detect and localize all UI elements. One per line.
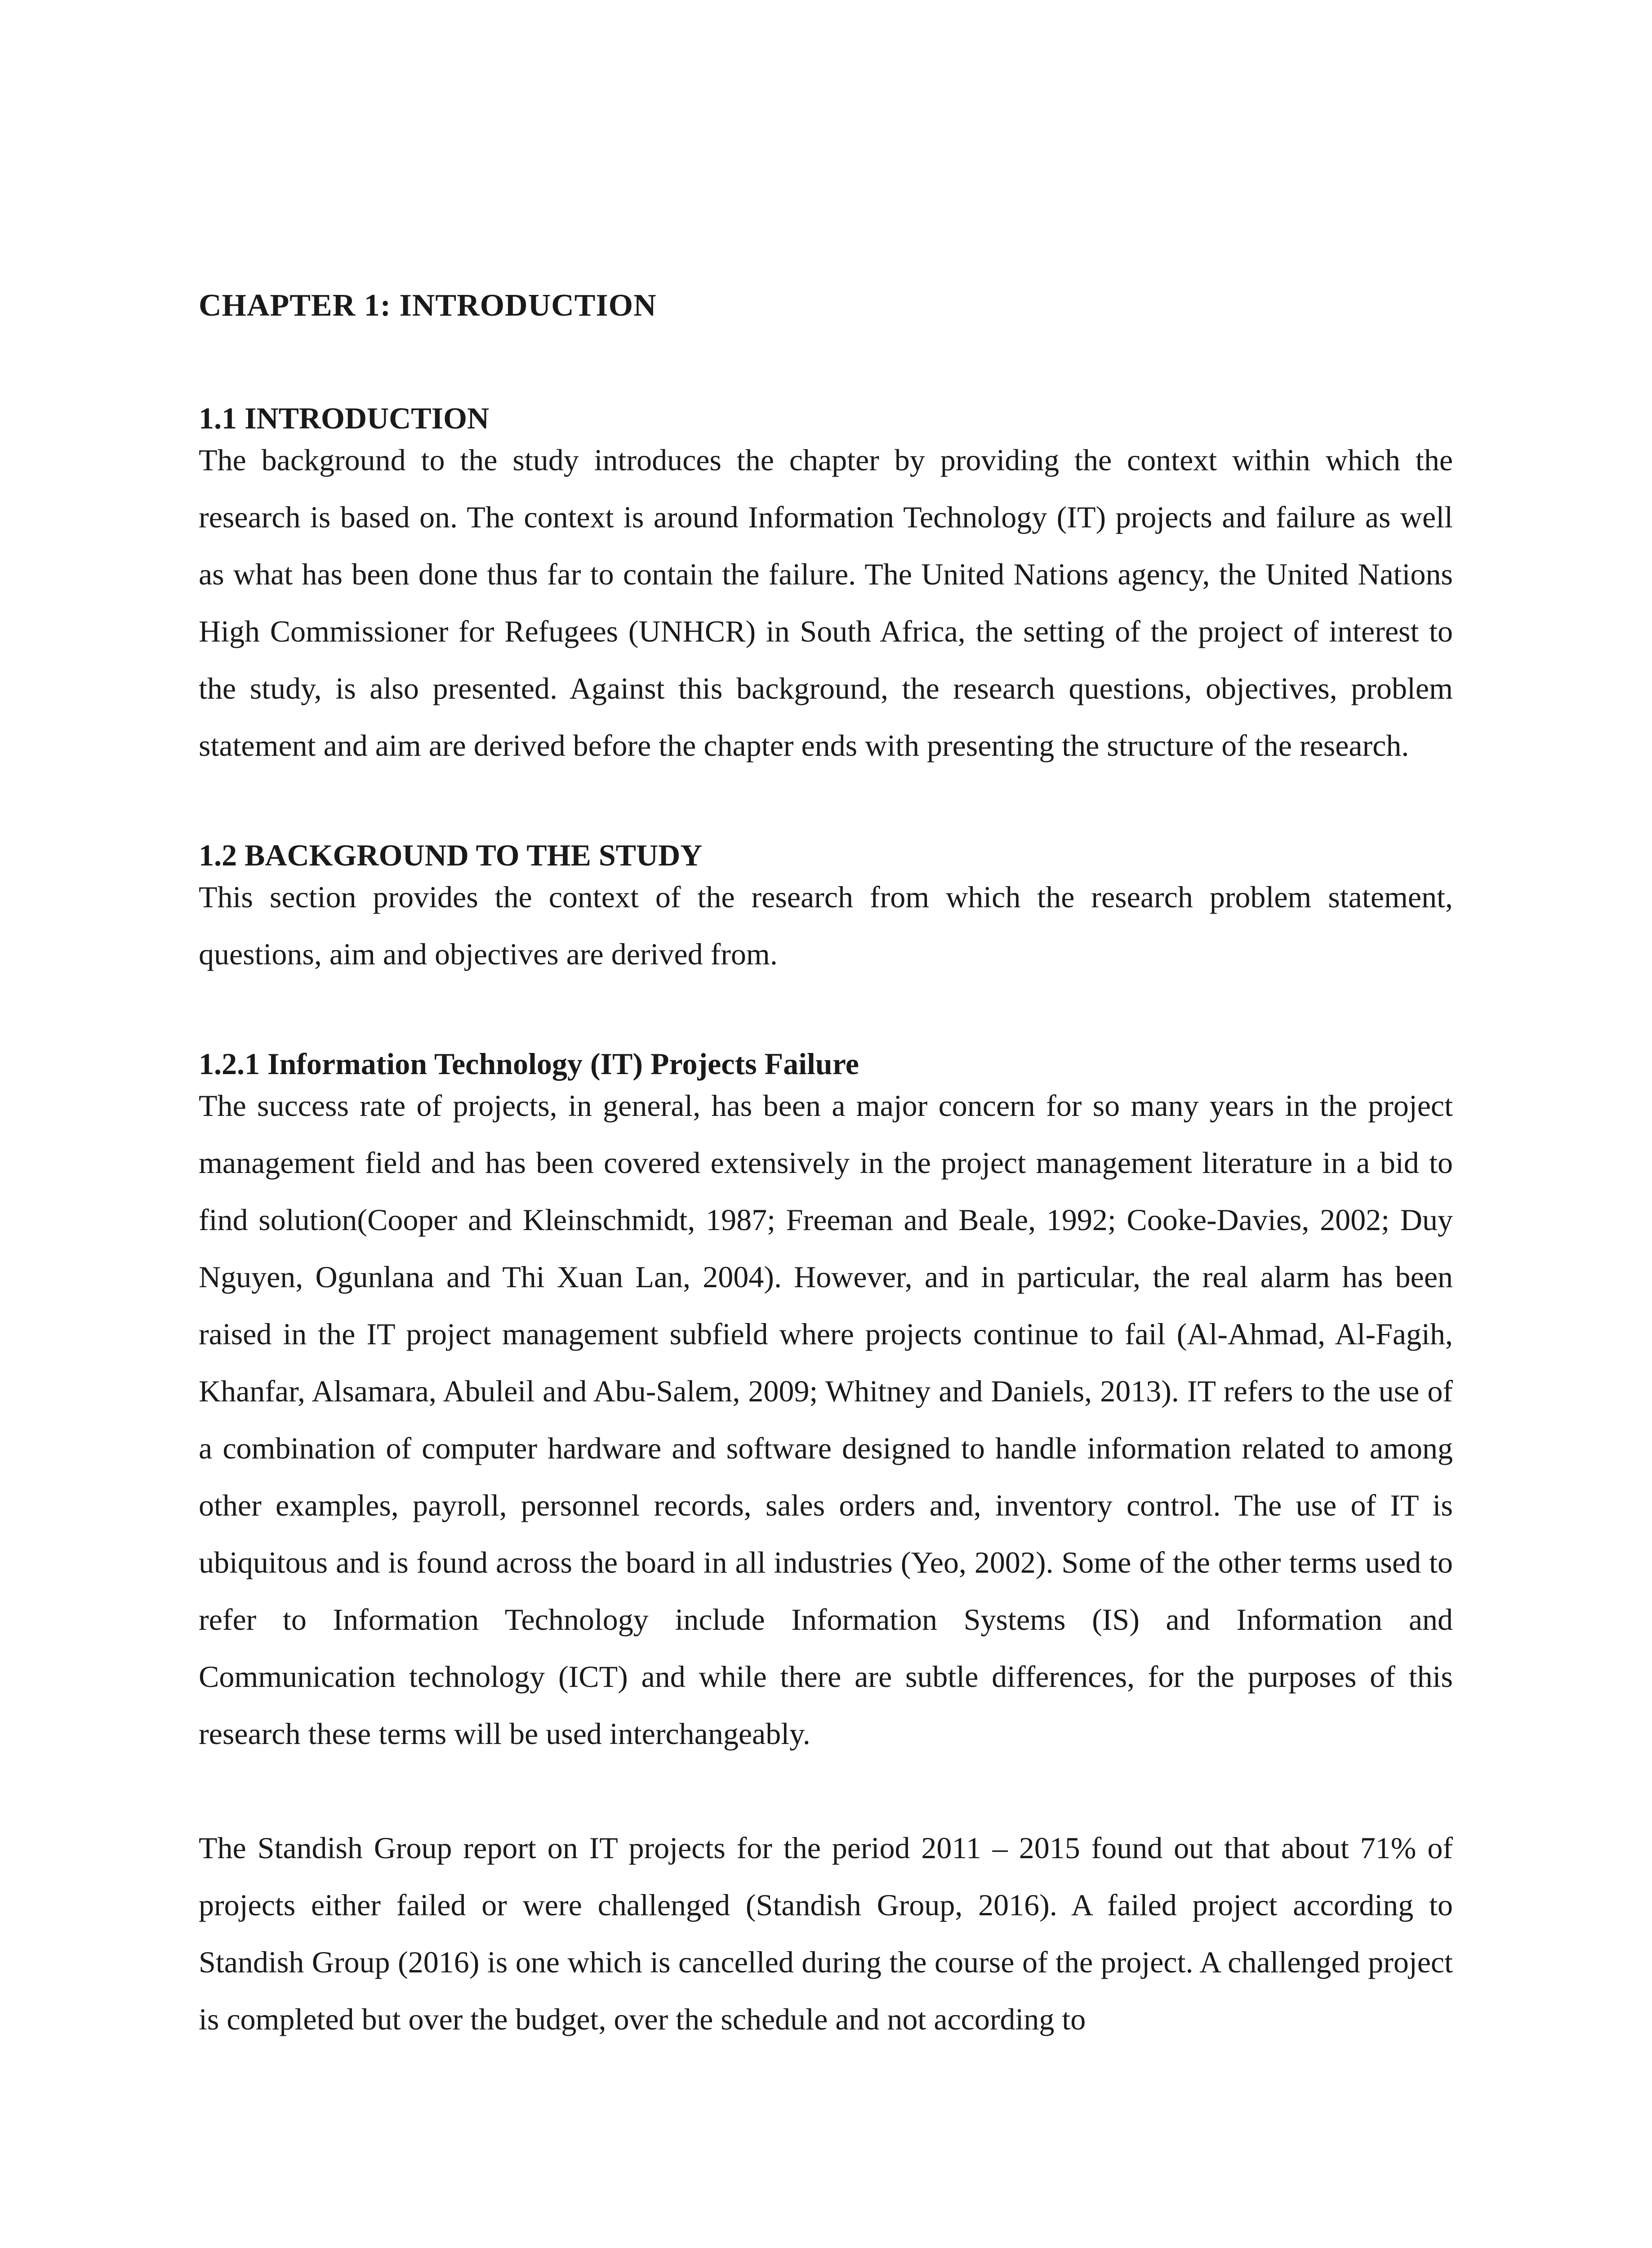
chapter-title: CHAPTER 1: INTRODUCTION <box>199 288 657 323</box>
it-failure-paragraph: The success rate of projects, in general, has been a major concern for so many years in the project management field and has been covered extensively in the project management literature in a bid to find solution(Cooper and Kleinschmidt, 1987; Freeman and Beale, 1992; Cooke-Davies, 2002; Duy Nguyen, Ogunlana and Thi Xuan Lan, 2004). However, and in particular, the real alarm has been raised in the IT project management subfield where projects continue to fail (Al-Ahmad, Al-Fagih, Khanfar, Alsamara, Abuleil and Abu-Salem, 2009; Whitney and Daniels, 2013). IT refers to the use of a combination of computer hardware and software designed to handle information related to among other examples, payroll, personnel records, sales orders and, inventory control. The use of IT is ubiquitous and is found across the board in all industries (Yeo, 2002). Some of the other terms used to refer to Information Technology include Information Systems (IS) and Information and Communication technology (ICT) and while there are subtle differences, for the purposes of this research these terms will be used interchangeably. <box>199 1088 1453 1751</box>
spacer <box>199 324 1453 400</box>
spacer <box>199 1762 1453 1820</box>
standish-paragraph: The Standish Group report on IT projects for the period 2011 – 2015 found out that about 71% of projects either failed or were challenged (Standish Group, 2016). A failed project according to Standish Group (2016) is one which is cancelled during the course of the project. A challenged project is completed but over the budget, over the schedule and not according to <box>199 1831 1453 2036</box>
spacer <box>199 983 1453 1046</box>
intro-paragraph: The background to the study introduces the chapter by providing the context within which the research is based on. The context is around Information Technology (IT) projects and failure as well as what has been done thus far to contain the failure. The United Nations agency, the United Nations High Commissioner for Refugees (UNHCR) in South Africa, the setting of the project of interest to the study, is also presented. Against this background, the research questions, objectives, problem statement and aim are derived before the chapter ends with presenting the structure of the research. <box>199 443 1453 763</box>
document-page <box>199 288 1453 2048</box>
background-paragraph: This section provides the context of the research from which the research problem statement, questions, aim and objectives are derived from. <box>199 880 1453 971</box>
section-heading-1-2-1: 1.2.1 Information Technology (IT) Projects Failure <box>199 1047 859 1081</box>
section-heading-1-1: 1.1 INTRODUCTION <box>199 401 490 435</box>
section-heading-1-2: 1.2 BACKGROUND TO THE STUDY <box>199 838 703 872</box>
spacer <box>199 774 1453 837</box>
